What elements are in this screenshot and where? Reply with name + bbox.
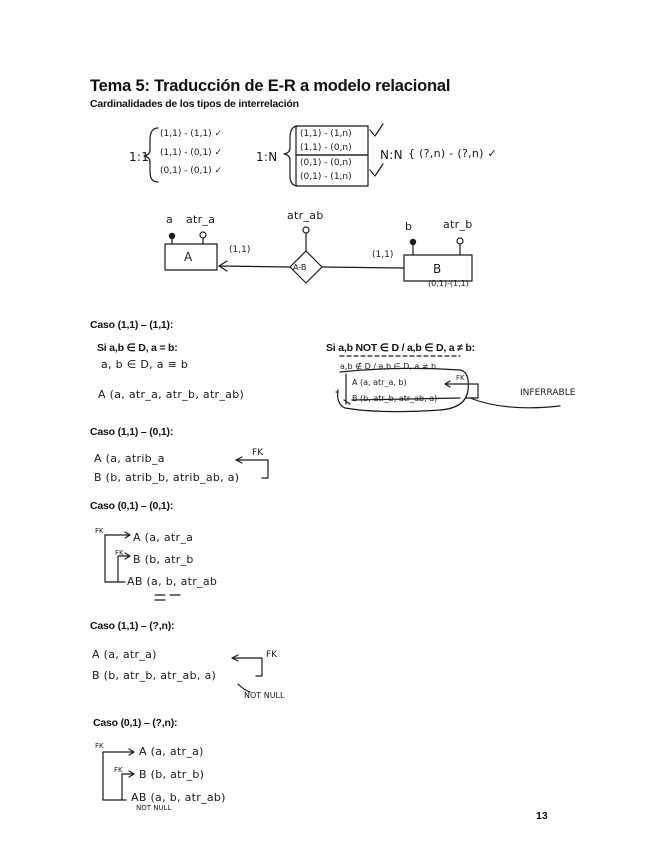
entity-b-label: B [433, 262, 442, 276]
line-a-rel [219, 266, 290, 267]
card-1-1-item: (1,1) - (0,1) ✓ [160, 148, 223, 158]
card-n-n-label: N:N [380, 148, 403, 162]
case-condition: Si a,b ∈ D, a = b: [97, 342, 178, 354]
case-condition: Si a,b NOT ∈ D / a,b ∈ D, a ≠ b: [326, 342, 475, 354]
page-number: 13 [536, 810, 548, 822]
box-1-n-bottom [296, 155, 368, 186]
attr-ab-circle [303, 227, 309, 233]
inferrable-annotation: INFERRABLE [520, 388, 576, 398]
check-mark [370, 164, 383, 176]
case-heading: Caso (1,1) – (?,n): [90, 620, 175, 632]
handwritten-line: B (b, atr_b) [139, 768, 205, 781]
attr-b-key-label: b [405, 220, 413, 233]
handwritten-line: AB (a, b, atr_ab [127, 575, 218, 588]
not-null-annotation: NOT NULL [244, 691, 285, 700]
card-1-n-item: (0,1) - (0,n) [300, 158, 352, 168]
card-1-1-item: (1,1) - (1,1) ✓ [160, 129, 223, 139]
card-b-bottom-label: (0,1)-(1,1) [428, 279, 469, 288]
page-subtitle: Cardinalidades de los tipos de interrelación [90, 98, 299, 110]
fk-annotation: FK [95, 527, 104, 535]
card-1-1-label: 1:1 [129, 150, 150, 164]
fk-bracket [118, 553, 130, 582]
attr-a-key-label: a [166, 213, 174, 226]
handwritten-line: A (a, atr_a, b) [352, 378, 407, 387]
box-1-n-top [296, 126, 368, 155]
underline [352, 398, 460, 400]
sketch-bracket [344, 374, 350, 404]
fk-annotation: FK [115, 549, 124, 557]
line-rel-b [322, 267, 404, 268]
card-1-n-item: (0,1) - (1,n) [300, 172, 352, 182]
fk-annotation: FK [252, 448, 264, 458]
inferrable-curve [470, 398, 560, 408]
fk-arrow [232, 655, 262, 676]
fk-arrow [236, 457, 268, 478]
card-b-label: (1,1) [372, 250, 394, 260]
brace-1-1 [144, 128, 158, 182]
fk-annotation: FK [114, 766, 123, 774]
card-n-n-text: { (?,n) - (?,n) ✓ [408, 147, 498, 160]
case-heading: Caso (1,1) – (0,1): [90, 426, 174, 438]
attr-a-circle [200, 232, 206, 238]
case-heading: Caso (0,1) – (?,n): [93, 717, 178, 729]
handwritten-line: A (a, atr_a) [139, 745, 204, 758]
entity-a-box [165, 244, 217, 270]
handwritten-line: A (a, atr_a, atr_b, atr_ab) [98, 388, 245, 401]
case-heading: Caso (0,1) – (0,1): [90, 500, 174, 512]
relationship-diamond [290, 251, 322, 283]
card-1-1-item: (0,1) - (0,1) ✓ [160, 166, 223, 176]
handwritten-line: B (b, atrib_b, atrib_ab, a) [94, 471, 240, 484]
handwritten-line: B (b, atr_b, atr_ab, a) [352, 394, 438, 403]
card-1-n-item: (1,1) - (0,n) [300, 143, 352, 153]
handwritten-line: a,b ∉ D / a,b ∈ D, a ≠ b [340, 362, 437, 371]
handwritten-line: a, b ∈ D, a ≡ b [101, 358, 189, 371]
handwritten-line: B (b, atr_b [133, 553, 194, 566]
not-null-annotation: NOT NULL [136, 804, 172, 812]
fk-arrow [445, 381, 478, 398]
card-1-n-item: (1,1) - (1,n) [300, 129, 352, 139]
card-a-label: (1,1) [229, 245, 251, 255]
sketch-outline [338, 368, 469, 411]
fk-bracket [122, 771, 134, 800]
relationship-label: A-B [293, 263, 307, 272]
attr-ab-label: atr_ab [287, 209, 324, 222]
fk-annotation: FK [266, 650, 278, 660]
attr-a-label: atr_a [186, 213, 216, 226]
handwritten-line: A (a, atr_a [133, 531, 194, 544]
underline [155, 595, 180, 600]
entity-a-label: A [184, 250, 193, 264]
not-null-pointer [238, 684, 250, 692]
handwritten-line: AB (a, b, atr_ab) [131, 791, 226, 804]
handwritten-line: A (a, atrib_a [94, 452, 165, 465]
page-title: Tema 5: Traducción de E-R a modelo relacional [90, 77, 451, 95]
attr-b-circle [457, 238, 463, 244]
handwritten-line: A (a, atr_a) [92, 648, 157, 661]
case-heading: Caso (1,1) – (1,1): [90, 319, 174, 331]
fk-annotation: FK [456, 374, 465, 382]
entity-b-box [404, 255, 472, 281]
attr-b-key-dot [410, 239, 416, 245]
attr-a-key-dot [169, 233, 175, 239]
card-1-n-label: 1:N [256, 150, 278, 164]
check-mark [370, 124, 383, 136]
fk-annotation: FK [95, 742, 104, 750]
attr-b-label: atr_b [443, 218, 473, 231]
handwritten-line: B (b, atr_b, atr_ab, a) [92, 669, 217, 682]
